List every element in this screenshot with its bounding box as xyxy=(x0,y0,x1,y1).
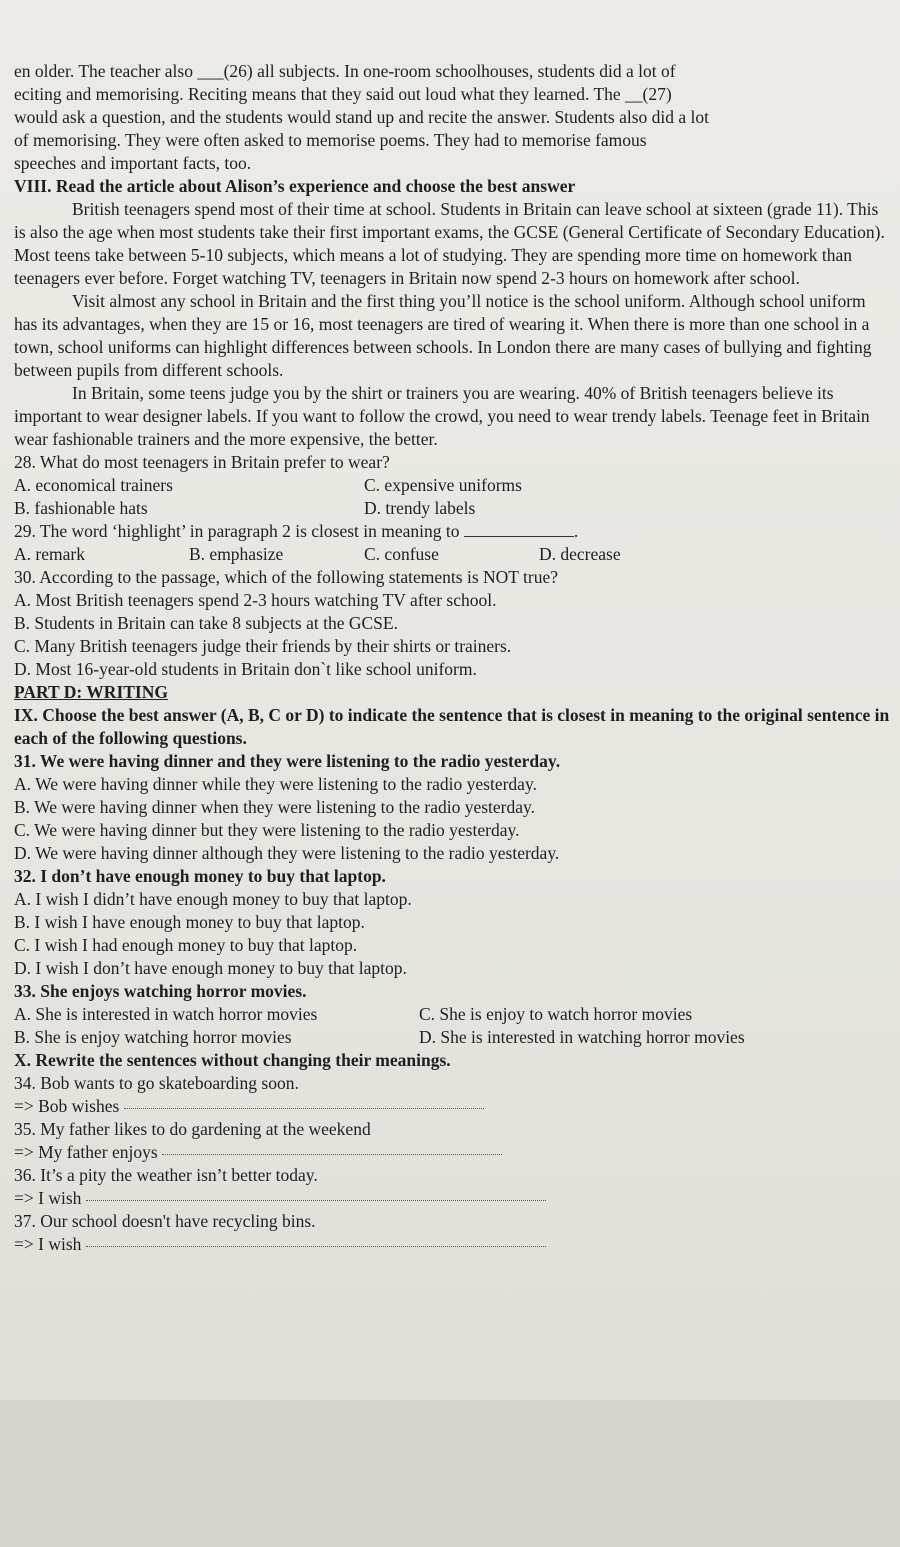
option-d: D. We were having dinner although they were listening to the radio yesterday. xyxy=(14,843,560,863)
option-d: D. Most 16-year-old students in Britain don`t like school uniform. xyxy=(14,659,477,679)
blank-page-bottom xyxy=(0,1400,900,1547)
answer-line xyxy=(86,1200,546,1201)
question-stem: 30. According to the passage, which of the following statements is NOT true? xyxy=(14,567,559,587)
option-c: C. She is enjoy to watch horror movies xyxy=(419,1004,693,1024)
question-stem: 29. The word ‘highlight’ in paragraph 2 is closest in meaning to xyxy=(14,521,460,541)
rewrite-prompt: => Bob wishes xyxy=(14,1096,120,1116)
rewrite-36 xyxy=(14,1164,890,1210)
passage-line: en older. The teacher also ___(26) all subjects. In one-room schoolhouses, students did a lot of xyxy=(14,61,676,81)
answer-line xyxy=(162,1154,502,1155)
passage-line: eciting and memorising. Reciting means that they said out loud what they learned. The __(27) xyxy=(14,84,672,104)
passage-line: would ask a question, and the students would stand up and recite the answer. Students also did a lot xyxy=(14,107,710,127)
option-c: C. expensive uniforms xyxy=(364,475,522,495)
worksheet-content xyxy=(14,60,890,1256)
option-d: D. decrease xyxy=(539,544,621,564)
rewrite-37 xyxy=(14,1210,890,1256)
question-33 xyxy=(14,980,890,1049)
rewrite-prompt: => I wish xyxy=(14,1188,82,1208)
article-paragraph-1: British teenagers spend most of their time at school. Students in Britain can leave school at sixteen (grade 11). This is also the age when most students take their first important exams, the GCSE (General Certificate of Secondary Education). Most teens take between 5-10 subjects, which means a lot of studying. They are spending more time on homework than teenagers ever before. Forget watching TV, teenagers in Britain now spend 2-3 hours on homework after school. xyxy=(14,199,885,288)
question-stem: 28. What do most teenagers in Britain prefer to wear? xyxy=(14,452,390,472)
option-b: B. I wish I have enough money to buy that laptop. xyxy=(14,912,365,932)
option-a: A. remark xyxy=(14,544,85,564)
question-31 xyxy=(14,750,890,865)
section-9-heading: IX. Choose the best answer (A, B, C or D) to indicate the sentence that is closest in meaning to the original sentence in each of the following questions. xyxy=(14,705,890,748)
rewrite-35 xyxy=(14,1118,890,1164)
option-d: D. I wish I don’t have enough money to buy that laptop. xyxy=(14,958,407,978)
option-a: A. I wish I didn’t have enough money to buy that laptop. xyxy=(14,889,412,909)
option-b: B. She is enjoy watching horror movies xyxy=(14,1027,292,1047)
rewrite-prompt: => I wish xyxy=(14,1234,82,1254)
rewrite-sentence: 35. My father likes to do gardening at the weekend xyxy=(14,1119,371,1139)
option-a: A. Most British teenagers spend 2-3 hours watching TV after school. xyxy=(14,590,497,610)
part-d-heading: PART D: WRITING xyxy=(14,682,168,702)
option-c: C. Many British teenagers judge their friends by their shirts or trainers. xyxy=(14,636,512,656)
passage-top xyxy=(14,60,890,175)
rewrite-34 xyxy=(14,1072,890,1118)
article-paragraph-3: In Britain, some teens judge you by the shirt or trainers you are wearing. 40% of British teenagers believe its important to wear designer labels. If you want to follow the crowd, you need to wear trendy labels. Teenage feet in Britain wear fashionable trainers and the more expensive, the better. xyxy=(14,383,870,449)
option-c: C. confuse xyxy=(364,544,439,564)
question-stem: 31. We were having dinner and they were listening to the radio yesterday. xyxy=(14,751,561,771)
rewrite-sentence: 36. It’s a pity the weather isn’t better today. xyxy=(14,1165,318,1185)
article-paragraph-2: Visit almost any school in Britain and the first thing you’ll notice is the school uniform. Although school uniform has its advantages, when they are 15 or 16, most teenagers are tired of wearing it. When there is more than one school in a town, school uniforms can highlight differences between schools. In London there are many cases of bullying and fighting between pupils from different schools. xyxy=(14,291,872,380)
question-30 xyxy=(14,566,890,681)
answer-line xyxy=(124,1108,484,1109)
option-c: C. We were having dinner but they were listening to the radio yesterday. xyxy=(14,820,520,840)
option-d: D. trendy labels xyxy=(364,498,476,518)
passage-line: of memorising. They were often asked to memorise poems. They had to memorise famous xyxy=(14,130,647,150)
question-stem: 33. She enjoys watching horror movies. xyxy=(14,981,307,1001)
section-8-heading: VIII. Read the article about Alison’s experience and choose the best answer xyxy=(14,176,576,196)
option-b: B. emphasize xyxy=(189,544,284,564)
option-a: A. We were having dinner while they were listening to the radio yesterday. xyxy=(14,774,537,794)
rewrite-sentence: 34. Bob wants to go skateboarding soon. xyxy=(14,1073,299,1093)
section-10-heading: X. Rewrite the sentences without changing their meanings. xyxy=(14,1050,451,1070)
answer-blank xyxy=(464,536,574,537)
passage-line: speeches and important facts, too. xyxy=(14,153,252,173)
option-c: C. I wish I had enough money to buy that laptop. xyxy=(14,935,358,955)
option-b: B. Students in Britain can take 8 subjects at the GCSE. xyxy=(14,613,398,633)
option-a: A. economical trainers xyxy=(14,475,173,495)
answer-line xyxy=(86,1246,546,1247)
question-stem: 32. I don’t have enough money to buy that laptop. xyxy=(14,866,386,886)
option-d: D. She is interested in watching horror movies xyxy=(419,1027,745,1047)
rewrite-prompt: => My father enjoys xyxy=(14,1142,158,1162)
rewrite-sentence: 37. Our school doesn't have recycling bins. xyxy=(14,1211,316,1231)
question-28 xyxy=(14,451,890,520)
question-32 xyxy=(14,865,890,980)
option-a: A. She is interested in watch horror movies xyxy=(14,1004,318,1024)
question-29: 29. The word ‘highlight’ in paragraph 2 is closest in meaning to . A. remark B. emphasize C. confuse D. decrease xyxy=(14,521,621,564)
option-b: B. We were having dinner when they were listening to the radio yesterday. xyxy=(14,797,536,817)
option-b: B. fashionable hats xyxy=(14,498,148,518)
